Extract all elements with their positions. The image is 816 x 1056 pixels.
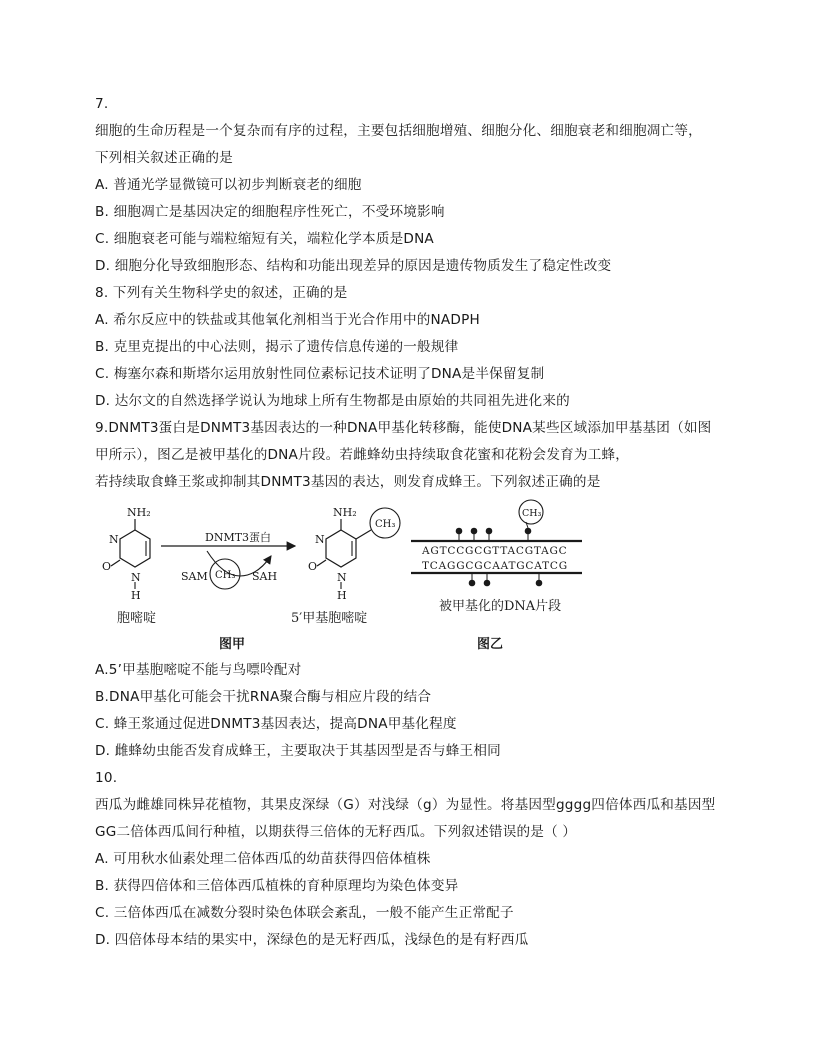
- q8-option-c: C. 梅塞尔森和斯塔尔运用放射性同位素标记技术证明了DNA是半保留复制: [95, 366, 545, 382]
- figure-b-label: 图乙: [477, 637, 504, 652]
- q7-option-b: B. 细胞凋亡是基因决定的细胞程序性死亡，不受环境影响: [95, 204, 445, 220]
- q9-stem-line2: 甲所示），图乙是被甲基化的DNA片段。若雌蜂幼虫持续取食花蜜和花粉会发育为工蜂，: [95, 447, 630, 463]
- reaction-arrow: [161, 531, 295, 589]
- q7-option-d: D. 细胞分化导致细胞形态、结构和功能出现差异的原因是遗传物质发生了稳定性改变: [95, 258, 612, 274]
- methyl-mark: [456, 528, 463, 535]
- cytosine-h-label: H: [131, 589, 141, 602]
- methylcytosine-h-label: H: [337, 589, 347, 602]
- methyl-mark: [471, 528, 478, 535]
- sah-label: SAH: [252, 570, 278, 583]
- sam-label: SAM: [181, 570, 208, 583]
- methylcytosine-label: 5′甲基胞嘧啶: [291, 611, 368, 626]
- q10-option-b: B. 获得四倍体和三倍体西瓜植株的育种原理均为染色体变异: [95, 878, 459, 894]
- methyl-mark: [486, 528, 493, 535]
- q10-option-a: A. 可用秋水仙素处理二倍体西瓜的幼苗获得四倍体植株: [95, 851, 431, 867]
- dna-callout-ch3-label: CH₃: [522, 508, 542, 519]
- dna-top-strand: AGTCCGCGTTACGTAGC: [422, 545, 568, 557]
- methyl-mark: [525, 528, 532, 535]
- cytosine-nh2-label: NH₂: [127, 506, 151, 519]
- methyl-mark: [469, 580, 476, 587]
- q10-number: 10.: [95, 770, 118, 786]
- q8-stem: 8. 下列有关生物科学史的叙述，正确的是: [95, 285, 348, 301]
- q9-option-a: A.5’甲基胞嘧啶不能与鸟嘌呤配对: [95, 662, 302, 678]
- q9-stem-line3: 若持续取食蜂王浆或抑制其DNMT3基因的表达，则发育成蜂王。下列叙述正确的是: [95, 474, 601, 490]
- methylcytosine-structure: [291, 506, 400, 626]
- methylation-diagram: [95, 498, 595, 658]
- methyl-mark: [536, 580, 543, 587]
- q9-option-b: B.DNA甲基化可能会干扰RNA聚合酶与相应片段的结合: [95, 689, 432, 705]
- methylcytosine-n1-label: N: [337, 571, 347, 584]
- sam-ch3-label: CH₃: [215, 570, 236, 581]
- methylcytosine-o-label: O: [308, 560, 318, 573]
- q9-option-d: D. 雌蜂幼虫能否发育成蜂王，主要取决于其基因型是否与蜂王相同: [95, 743, 501, 759]
- cytosine-n3-label: N: [109, 533, 119, 546]
- methylcytosine-nh2-label: NH₂: [333, 506, 357, 519]
- q7-option-a: A. 普通光学显微镜可以初步判断衰老的细胞: [95, 177, 362, 193]
- dna-bottom-strand: TCAGGCGCAATGCATCG: [422, 560, 568, 572]
- q8-option-a: A. 希尔反应中的铁盐或其他氧化剂相当于光合作用中的NADPH: [95, 312, 480, 328]
- cytosine-structure: [102, 506, 156, 626]
- cytosine-n1-label: N: [131, 571, 141, 584]
- dna-fragment: [411, 500, 582, 614]
- cytosine-label: 胞嘧啶: [117, 611, 157, 626]
- q8-option-b: B. 克里克提出的中心法则，揭示了遗传信息传递的一般规律: [95, 339, 459, 355]
- q10-stem-line2: GG二倍体西瓜间行种植，以期获得三倍体的无籽西瓜。下列叙述错误的是（ ）: [95, 824, 577, 840]
- q7-stem-line2: 下列相关叙述正确的是: [95, 150, 233, 166]
- q8-option-d: D. 达尔文的自然选择学说认为地球上所有生物都是由原始的共同祖先进化来的: [95, 393, 570, 409]
- q7-number: 7.: [95, 96, 109, 112]
- methylcytosine-n3-label: N: [315, 533, 325, 546]
- q9-figure: [95, 498, 595, 658]
- q9-stem-line1: 9.DNMT3蛋白是DNMT3基因表达的一种DNA甲基化转移酶，能使DNA某些区域添加甲基基团（如图: [95, 420, 712, 436]
- q10-option-c: C. 三倍体西瓜在减数分裂时染色体联会紊乱，一般不能产生正常配子: [95, 905, 514, 921]
- methyl-ch3-label: CH₃: [375, 519, 396, 530]
- q7-stem-line1: 细胞的生命历程是一个复杂而有序的过程，主要包括细胞增殖、细胞分化、细胞衰老和细胞凋亡等，: [95, 123, 702, 139]
- figure-a-label: 图甲: [219, 637, 246, 652]
- q9-option-c: C. 蜂王浆通过促进DNMT3基因表达，提高DNA甲基化程度: [95, 716, 457, 732]
- enzyme-label: DNMT3蛋白: [205, 531, 272, 544]
- dna-fragment-caption: 被甲基化的DNA片段: [439, 599, 562, 614]
- cytosine-o-label: O: [102, 560, 112, 573]
- q10-stem-line1: 西瓜为雌雄同株异花植物，其果皮深绿（G）对浅绿（g）为显性。将基因型gggg四倍体西瓜和基因型: [95, 797, 716, 813]
- q10-option-d: D. 四倍体母本结的果实中，深绿色的是无籽西瓜，浅绿色的是有籽西瓜: [95, 932, 529, 948]
- q7-option-c: C. 细胞衰老可能与端粒缩短有关，端粒化学本质是DNA: [95, 231, 434, 247]
- methyl-mark: [484, 580, 491, 587]
